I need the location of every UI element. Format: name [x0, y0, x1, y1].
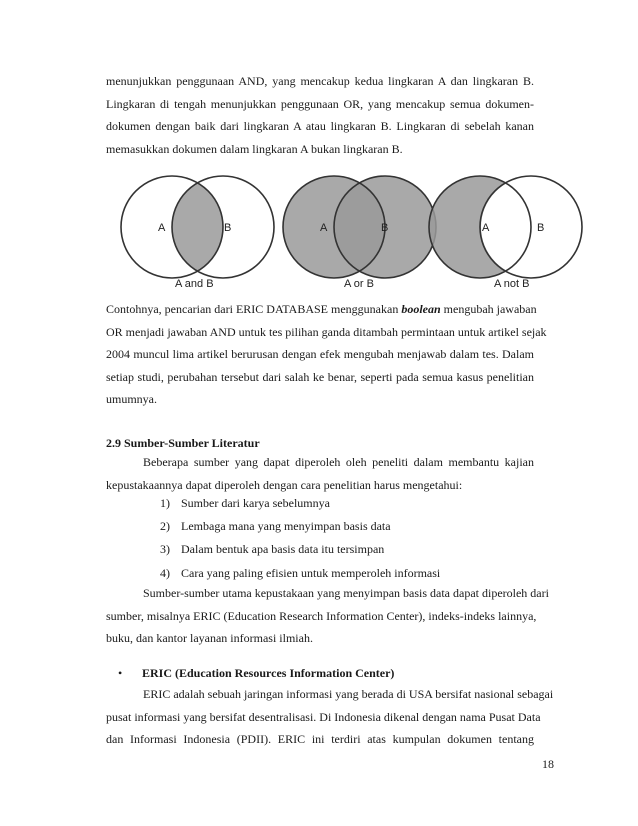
label-b: B: [537, 222, 545, 234]
list-item-text: Cara yang paling efisien untuk memperoleh informasi: [181, 565, 441, 580]
label-b: B: [381, 222, 389, 234]
text-line: Sumber-sumber utama kepustakaan yang menyimpan basis data dapat diperoleh dari: [143, 586, 549, 600]
text-line: memasukkan dokumen dalam lingkaran A bukan lingkaran B.: [106, 141, 403, 156]
text-line: 2004 muncul lima artikel berurusan dengan efek mengubah menjawab dalam tes. Dalam: [106, 347, 534, 361]
text-line: umumnya.: [106, 392, 157, 406]
venn-not-diagram: [429, 176, 582, 290]
list-number: 3): [160, 542, 170, 557]
venn-caption: A or B: [344, 278, 374, 290]
text-line: buku, dan kantor layanan informasi ilmiah.: [106, 631, 313, 645]
paragraph-eric-description: [106, 683, 554, 751]
text-line: sumber, misalnya ERIC (Education Research Information Center), indeks-indeks lainnya,: [106, 608, 537, 623]
list-item: [160, 515, 480, 538]
paragraph-main-sources: [106, 582, 549, 650]
text-line: pusat informasi yang bersifat desentralisasi. Di Indonesia dikenal dengan nama Pusat Data: [106, 709, 541, 724]
venn-diagram-figure: [100, 175, 545, 290]
label-a: A: [320, 222, 328, 234]
label-a: A: [158, 222, 166, 234]
venn-caption: A and B: [175, 278, 214, 290]
label-a: A: [482, 222, 490, 234]
text-segment: mengubah jawaban: [443, 302, 537, 316]
text-line: dan Informasi Indonesia (PDII). ERIC ini terdiri atas kumpulan dokumen tentang: [106, 732, 534, 746]
venn-or-diagram: [283, 176, 436, 290]
text-line: kepustakaannya dapat diperoleh dengan cara penelitian harus mengetahui:: [106, 477, 463, 492]
text-line: Lingkaran di tengah menunjukkan penggunaan OR, yang mencakup semua dokumen-: [106, 96, 534, 111]
venn-caption: A not B: [494, 278, 530, 290]
list-item-text: Sumber dari karya sebelumnya: [181, 496, 330, 510]
text-line: setiap studi, perubahan tersebut dari salah ke benar, seperti pada semua kasus penelitian: [106, 369, 534, 384]
list-item: [160, 538, 480, 561]
text-line: Beberapa sumber yang dapat diperoleh oleh peneliti dalam membantu kajian: [143, 455, 534, 469]
paragraph-venn-explanation: [106, 70, 534, 160]
numbered-list: [160, 492, 480, 585]
emphasis-boolean: boolean: [401, 302, 441, 316]
list-item-text: Dalam bentuk apa basis data itu tersimpan: [181, 542, 385, 557]
text-line: menunjukkan penggunaan AND, yang mencakup kedua lingkaran A dan lingkaran B.: [106, 74, 534, 88]
list-item: [160, 492, 480, 515]
section-heading: 2.9 Sumber-Sumber Literatur: [106, 436, 260, 450]
text-line: ERIC adalah sebuah jaringan informasi yang berada di USA bersifat nasional sebagai: [143, 687, 554, 701]
page-number: 18: [542, 757, 554, 771]
text-line: [106, 298, 537, 321]
bullet-heading: [118, 664, 394, 682]
bullet-title: ERIC (Education Resources Information Center): [142, 666, 395, 680]
venn-and-diagram: [121, 176, 274, 290]
list-number: 2): [160, 519, 170, 534]
text-line: dokumen dengan baik dari lingkaran A atau lingkaran B. Lingkaran di sebelah kanan: [106, 119, 534, 133]
list-number: 1): [160, 496, 170, 510]
label-b: B: [224, 222, 232, 234]
text-segment: Contohnya, pencarian dari ERIC DATABASE menggunakan: [106, 302, 399, 316]
list-item-text: Lembaga mana yang menyimpan basis data: [181, 519, 391, 534]
paragraph-eric-example: [106, 298, 547, 411]
list-number: 4): [160, 565, 170, 580]
bullet-icon: •: [118, 666, 123, 680]
text-line: OR menjadi jawaban AND untuk tes pilihan ganda ditambah permintaan untuk artikel sejak: [106, 324, 547, 339]
paragraph-sources-intro: [106, 451, 534, 496]
